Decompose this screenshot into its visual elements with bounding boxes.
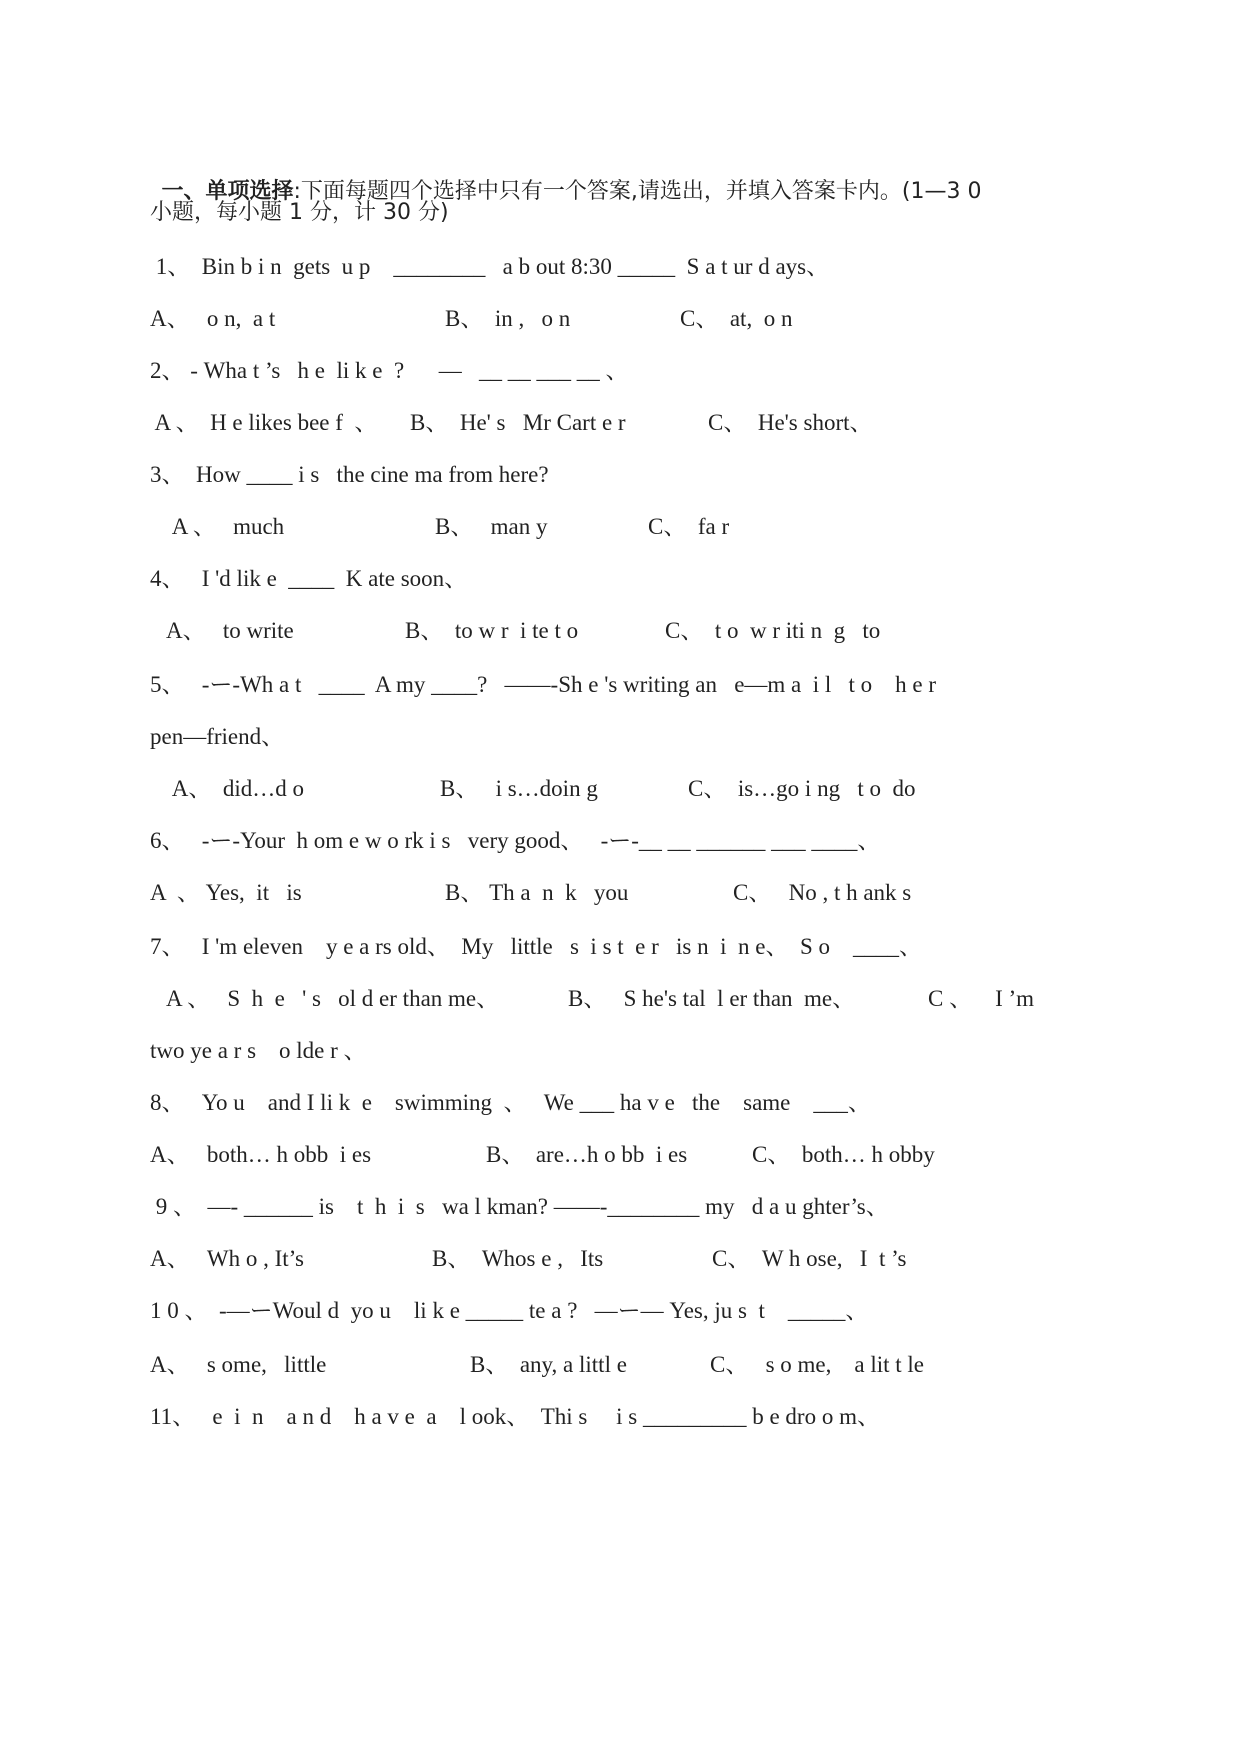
question-4-option-b: B、 to w r i te t o bbox=[405, 618, 579, 643]
question-7-stem-cont: two ye a r s o lde r 、 bbox=[150, 1038, 367, 1063]
question-5-option-c: C、 is…go i ng t o do bbox=[688, 776, 916, 801]
question-1-stem: 1、 Bin b i n gets u p ________ a b out 8:30 _____ S a t ur d ays、 bbox=[150, 254, 830, 279]
question-4-option-c: C、 t o w r iti n g to bbox=[665, 618, 881, 643]
question-8-option-b: B、 are…h o bb i es bbox=[486, 1142, 688, 1167]
question-5-option-a: A、 did…d o bbox=[150, 776, 304, 801]
section-title-bold: 一、单项选择 bbox=[161, 179, 294, 204]
question-1-option-b: B、 in , o n bbox=[445, 306, 571, 331]
question-9-option-a: A、 Wh o , It’s bbox=[150, 1246, 304, 1271]
question-2-option-c: C、 He's short、 bbox=[708, 410, 873, 435]
question-1-option-a: A、 o n, a t bbox=[150, 306, 276, 331]
question-3-stem: 3、 How ____ i s the cine ma from here? bbox=[150, 462, 549, 487]
question-8-option-a: A、 both… h obb i es bbox=[150, 1142, 372, 1167]
question-11-stem: 11、 e i n a n d h a v e a l ook、 Thi s i s _________ b e dro o m、 bbox=[150, 1404, 880, 1429]
question-3-option-c: C、 fa r bbox=[648, 514, 730, 539]
question-2-option-a: A 、 H e likes bee f 、 bbox=[150, 410, 378, 435]
question-10-option-b: B、 any, a littl e bbox=[470, 1352, 627, 1377]
question-6-option-a: A 、 Yes, it is bbox=[150, 880, 302, 905]
question-10-option-c: C、 s o me, a lit t le bbox=[710, 1352, 925, 1377]
question-6-option-c: C、 No , t h ank s bbox=[733, 880, 912, 905]
question-7-stem: 7、 I 'm eleven y e a rs old、 My little s i s t e r is n i n e、 S o ____、 bbox=[150, 934, 923, 959]
question-6-option-b: B、 Th a n k you bbox=[445, 880, 629, 905]
question-10-option-a: A、 s ome, little bbox=[150, 1352, 327, 1377]
section-title-cont: 小题，每小题 1 分，计 30 分) bbox=[150, 200, 449, 225]
question-9-option-b: B、 Whos e , Its bbox=[432, 1246, 604, 1271]
question-5-stem-cont: pen—friend、 bbox=[150, 724, 285, 749]
question-4-option-a: A、 to write bbox=[150, 618, 294, 643]
question-10-stem: 1 0 、 -—ーWoul d yo u li k e _____ te a ? —ー— Yes, ju s t _____、 bbox=[150, 1298, 869, 1323]
question-5-option-b: B、 i s…doin g bbox=[440, 776, 598, 801]
question-1-option-c: C、 at, o n bbox=[680, 306, 793, 331]
question-9-stem: 9 、 —- ______ is t h i s wa l kman? ——-________ my d a u ghter’s、 bbox=[150, 1194, 889, 1219]
question-5-stem: 5、 -ー-Wh a t ____ A my ____? ——-Sh e 's writing an e—m a i l t o h e r bbox=[150, 672, 937, 697]
question-7-option-c: C 、 I ’m bbox=[928, 986, 1035, 1011]
question-9-option-c: C、 W h ose, I t ’s bbox=[712, 1246, 907, 1271]
question-4-stem: 4、 I 'd lik e ____ K ate soon、 bbox=[150, 566, 468, 591]
question-6-stem: 6、 -ー-Your h om e w o rk i s very good、 -ー-__ __ ______ ___ ____、 bbox=[150, 828, 881, 853]
question-3-option-a: A 、 much bbox=[150, 514, 285, 539]
question-7-option-b: B、 S he's tal l er than me、 bbox=[568, 986, 856, 1011]
question-8-option-c: C、 both… h obby bbox=[752, 1142, 935, 1167]
question-2-option-b: B、 He' s Mr Cart e r bbox=[410, 410, 626, 435]
question-7-option-a: A 、 S h e ' s ol d er than me、 bbox=[150, 986, 500, 1011]
section-title-rest: :下面每题四个选择中只有一个答案,请选出，并填入答案卡内。(1—3 0 bbox=[293, 179, 982, 204]
question-8-stem: 8、 Yo u and I li k e swimming 、 We ___ ha v e the same ___、 bbox=[150, 1090, 871, 1115]
question-2-stem: 2、 - Wha t ’s h e li k e ? — __ __ ___ __ 、 bbox=[150, 358, 629, 383]
question-3-option-b: B、 man y bbox=[435, 514, 548, 539]
